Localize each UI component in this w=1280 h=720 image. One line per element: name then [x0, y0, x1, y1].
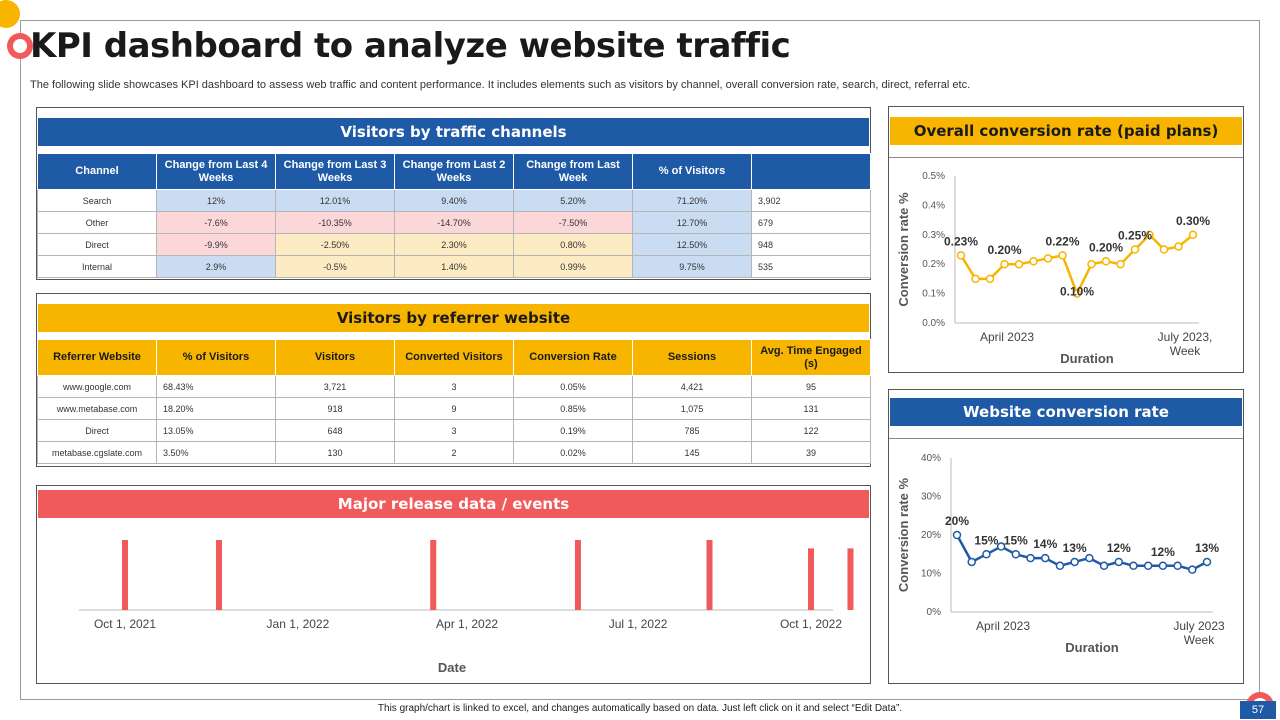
x-tick-label: Week: [1183, 633, 1215, 647]
data-label: 15%: [1003, 533, 1028, 548]
table-row: [38, 234, 871, 256]
data-point: [1204, 558, 1211, 565]
data-label: 0.30%: [1175, 213, 1211, 228]
x-axis-title: Date: [437, 660, 467, 675]
x-tick-label: July 2023,: [1157, 330, 1213, 344]
data-point: [954, 532, 961, 539]
change-cell: 0.99%: [514, 256, 633, 278]
data-point: [1159, 562, 1166, 569]
converted-cell: 3: [395, 420, 514, 442]
rate-cell: 0.05%: [514, 376, 633, 398]
website-conversion-chart: [889, 440, 1243, 682]
visitors-cell: 918: [276, 398, 395, 420]
data-point: [1115, 558, 1122, 565]
pct-cell: 12.50%: [633, 234, 752, 256]
website-conversion-panel: [888, 389, 1244, 684]
count-cell: 679: [752, 212, 871, 234]
data-label: 20%: [944, 514, 970, 528]
count-cell: 3,902: [752, 190, 871, 212]
page-title: KPI dashboard to analyze website traffic: [30, 26, 791, 66]
data-point: [1174, 562, 1181, 569]
col-header-pct-visitors: % of Visitors: [157, 340, 276, 376]
change-cell: -10.35%: [276, 212, 395, 234]
x-tick-label: Jul 1, 2022: [608, 617, 668, 631]
data-point: [1045, 255, 1052, 262]
event-bar: [575, 540, 581, 610]
channel-cell: Search: [38, 190, 157, 212]
data-label: 15%: [974, 533, 999, 548]
y-axis-title: Conversion rate %: [896, 477, 911, 593]
data-label: 0.25%: [1117, 228, 1153, 243]
data-point: [1016, 261, 1023, 268]
data-point: [1117, 261, 1124, 268]
visitors-cell: 130: [276, 442, 395, 464]
x-tick-label: July 2023: [1173, 619, 1225, 633]
paid-conversion-panel: [888, 106, 1244, 373]
event-bar: [430, 540, 436, 610]
data-point: [1132, 246, 1139, 253]
change-cell: 2.30%: [395, 234, 514, 256]
sessions-cell: 4,421: [633, 376, 752, 398]
table-row: [38, 256, 871, 278]
change-cell: -14.70%: [395, 212, 514, 234]
y-tick-label: 20%: [920, 530, 941, 541]
data-label: 0.20%: [987, 243, 1022, 258]
y-tick-label: 0.0%: [922, 318, 945, 329]
col-header-last-4-weeks: Change from Last 4 Weeks: [157, 154, 276, 190]
x-axis-title: Duration: [1060, 351, 1114, 366]
events-panel: [36, 485, 871, 684]
sessions-cell: 1,075: [633, 398, 752, 420]
table-row: [38, 442, 871, 464]
data-point: [1071, 558, 1078, 565]
y-axis-title: Conversion rate %: [896, 192, 911, 307]
page-subtitle: The following slide showcases KPI dashboard to assess web traffic and content performance. It includes elements such as visitors by channel, overall conversion rate, search, direct, referral etc.: [30, 79, 971, 91]
x-tick-label: April 2023: [975, 619, 1031, 633]
referrer-table: [37, 339, 871, 464]
visitors-cell: 648: [276, 420, 395, 442]
change-cell: 12.01%: [276, 190, 395, 212]
traffic-channels-title: Visitors by traffic channels: [38, 118, 869, 146]
col-header-last-week: Change from Last Week: [514, 154, 633, 190]
data-point: [1056, 562, 1063, 569]
x-tick-label: Jan 1, 2022: [266, 617, 330, 631]
y-tick-label: 0.4%: [922, 200, 945, 212]
col-header-referrer: Referrer Website: [38, 340, 157, 376]
count-cell: 948: [752, 234, 871, 256]
count-cell: 535: [752, 256, 871, 278]
x-axis-title: Duration: [1065, 640, 1119, 655]
data-label: 13%: [1062, 540, 1087, 555]
data-label: 0.22%: [1045, 234, 1080, 249]
event-bar: [847, 548, 853, 610]
change-cell: 1.40%: [395, 256, 514, 278]
x-tick-label: Oct 1, 2022: [779, 617, 843, 631]
col-header-sessions: Sessions: [633, 340, 752, 376]
y-tick-label: 10%: [920, 568, 941, 580]
data-point: [1101, 562, 1108, 569]
data-label: 0.20%: [1088, 240, 1124, 255]
converted-cell: 3: [395, 376, 514, 398]
traffic-channels-panel: [36, 107, 871, 280]
data-point: [1030, 258, 1037, 265]
data-point: [1088, 261, 1095, 268]
change-cell: -0.5%: [276, 256, 395, 278]
data-point: [1145, 562, 1152, 569]
event-bar: [707, 540, 713, 610]
change-cell: 2.9%: [157, 256, 276, 278]
time-cell: 122: [752, 420, 871, 442]
data-point: [1161, 246, 1168, 253]
data-point: [1059, 252, 1066, 259]
pct-cell: 3.50%: [157, 442, 276, 464]
y-tick-label: 0%: [926, 607, 941, 618]
y-tick-label: 0.2%: [922, 259, 945, 271]
channel-cell: Other: [38, 212, 157, 234]
converted-cell: 2: [395, 442, 514, 464]
pct-cell: 12.70%: [633, 212, 752, 234]
data-point: [1042, 555, 1049, 562]
data-label: 0.10%: [1059, 284, 1095, 299]
change-cell: -2.50%: [276, 234, 395, 256]
data-point: [1103, 258, 1110, 265]
data-point: [968, 558, 975, 565]
pct-cell: 9.75%: [633, 256, 752, 278]
col-header-visitors: Visitors: [276, 340, 395, 376]
channel-cell: Internal: [38, 256, 157, 278]
x-tick-label: Week: [1169, 344, 1201, 358]
col-header-pct-visitors: % of Visitors: [633, 154, 752, 190]
traffic-header-row: [38, 154, 871, 190]
channel-cell: Direct: [38, 234, 157, 256]
table-row: [38, 190, 871, 212]
col-header-conversion-rate: Conversion Rate: [514, 340, 633, 376]
time-cell: 95: [752, 376, 871, 398]
footer-note: This graph/chart is linked to excel, and changes automatically based on data. Just left click on it and select “Edit Data”.: [377, 703, 903, 714]
referrer-header-row: [38, 340, 871, 376]
data-label: 0.23%: [943, 234, 979, 249]
referrer-cell: www.metabase.com: [38, 398, 157, 420]
col-header-last-2-weeks: Change from Last 2 Weeks: [395, 154, 514, 190]
visitors-cell: 3,721: [276, 376, 395, 398]
sessions-cell: 145: [633, 442, 752, 464]
referrer-cell: www.google.com: [38, 376, 157, 398]
data-label: 12%: [1106, 540, 1131, 555]
rate-cell: 0.19%: [514, 420, 633, 442]
table-row: [38, 398, 871, 420]
panel-divider: [889, 157, 1243, 158]
data-point: [1189, 566, 1196, 573]
event-bar: [216, 540, 222, 610]
table-row: [38, 376, 871, 398]
data-label: 12%: [1150, 544, 1175, 559]
y-tick-label: 30%: [920, 491, 941, 503]
pct-cell: 68.43%: [157, 376, 276, 398]
data-point: [1130, 562, 1137, 569]
data-point: [1190, 231, 1197, 238]
converted-cell: 9: [395, 398, 514, 420]
x-tick-label: April 2023: [979, 330, 1035, 344]
rate-cell: 0.85%: [514, 398, 633, 420]
data-point: [987, 275, 994, 282]
panel-divider: [889, 438, 1243, 439]
pct-cell: 71.20%: [633, 190, 752, 212]
page-number: 57: [1240, 701, 1276, 719]
col-header-visitor-count: [752, 154, 871, 190]
col-header-converted: Converted Visitors: [395, 340, 514, 376]
data-point: [1001, 261, 1008, 268]
y-tick-label: 0.5%: [922, 171, 945, 182]
change-cell: 9.40%: [395, 190, 514, 212]
events-title: Major release data / events: [38, 490, 869, 518]
data-point: [1012, 551, 1019, 558]
time-cell: 131: [752, 398, 871, 420]
data-point: [1175, 243, 1182, 250]
y-tick-label: 40%: [920, 453, 941, 464]
pct-cell: 18.20%: [157, 398, 276, 420]
y-tick-label: 0.1%: [922, 288, 945, 300]
event-bar: [808, 548, 814, 610]
data-point: [983, 551, 990, 558]
table-row: [38, 420, 871, 442]
referrer-cell: Direct: [38, 420, 157, 442]
table-row: [38, 212, 871, 234]
pct-cell: 13.05%: [157, 420, 276, 442]
data-label: 14%: [1033, 537, 1058, 552]
paid-conversion-chart: [889, 159, 1243, 371]
time-cell: 39: [752, 442, 871, 464]
x-tick-label: Oct 1, 2021: [93, 617, 157, 631]
data-label: 13%: [1194, 540, 1220, 555]
change-cell: -7.6%: [157, 212, 276, 234]
event-bar: [122, 540, 128, 610]
x-tick-label: Apr 1, 2022: [436, 617, 499, 631]
col-header-avg-time: Avg. Time Engaged (s): [752, 340, 871, 376]
change-cell: 0.80%: [514, 234, 633, 256]
data-point: [1027, 555, 1034, 562]
referrer-panel: [36, 293, 871, 467]
change-cell: 5.20%: [514, 190, 633, 212]
events-chart: [37, 522, 870, 682]
change-cell: -7.50%: [514, 212, 633, 234]
change-cell: 12%: [157, 190, 276, 212]
sessions-cell: 785: [633, 420, 752, 442]
data-point: [958, 252, 965, 259]
traffic-channels-table: [37, 153, 871, 278]
change-cell: -9.9%: [157, 234, 276, 256]
paid-conversion-title: Overall conversion rate (paid plans): [890, 117, 1242, 145]
col-header-last-3-weeks: Change from Last 3 Weeks: [276, 154, 395, 190]
website-conversion-title: Website conversion rate: [890, 398, 1242, 426]
rate-cell: 0.02%: [514, 442, 633, 464]
data-point: [972, 275, 979, 282]
col-header-channel: Channel: [38, 154, 157, 190]
referrer-cell: metabase.cgslate.com: [38, 442, 157, 464]
data-point: [1086, 555, 1093, 562]
y-tick-label: 0.3%: [922, 229, 945, 241]
referrer-title: Visitors by referrer website: [38, 304, 869, 332]
